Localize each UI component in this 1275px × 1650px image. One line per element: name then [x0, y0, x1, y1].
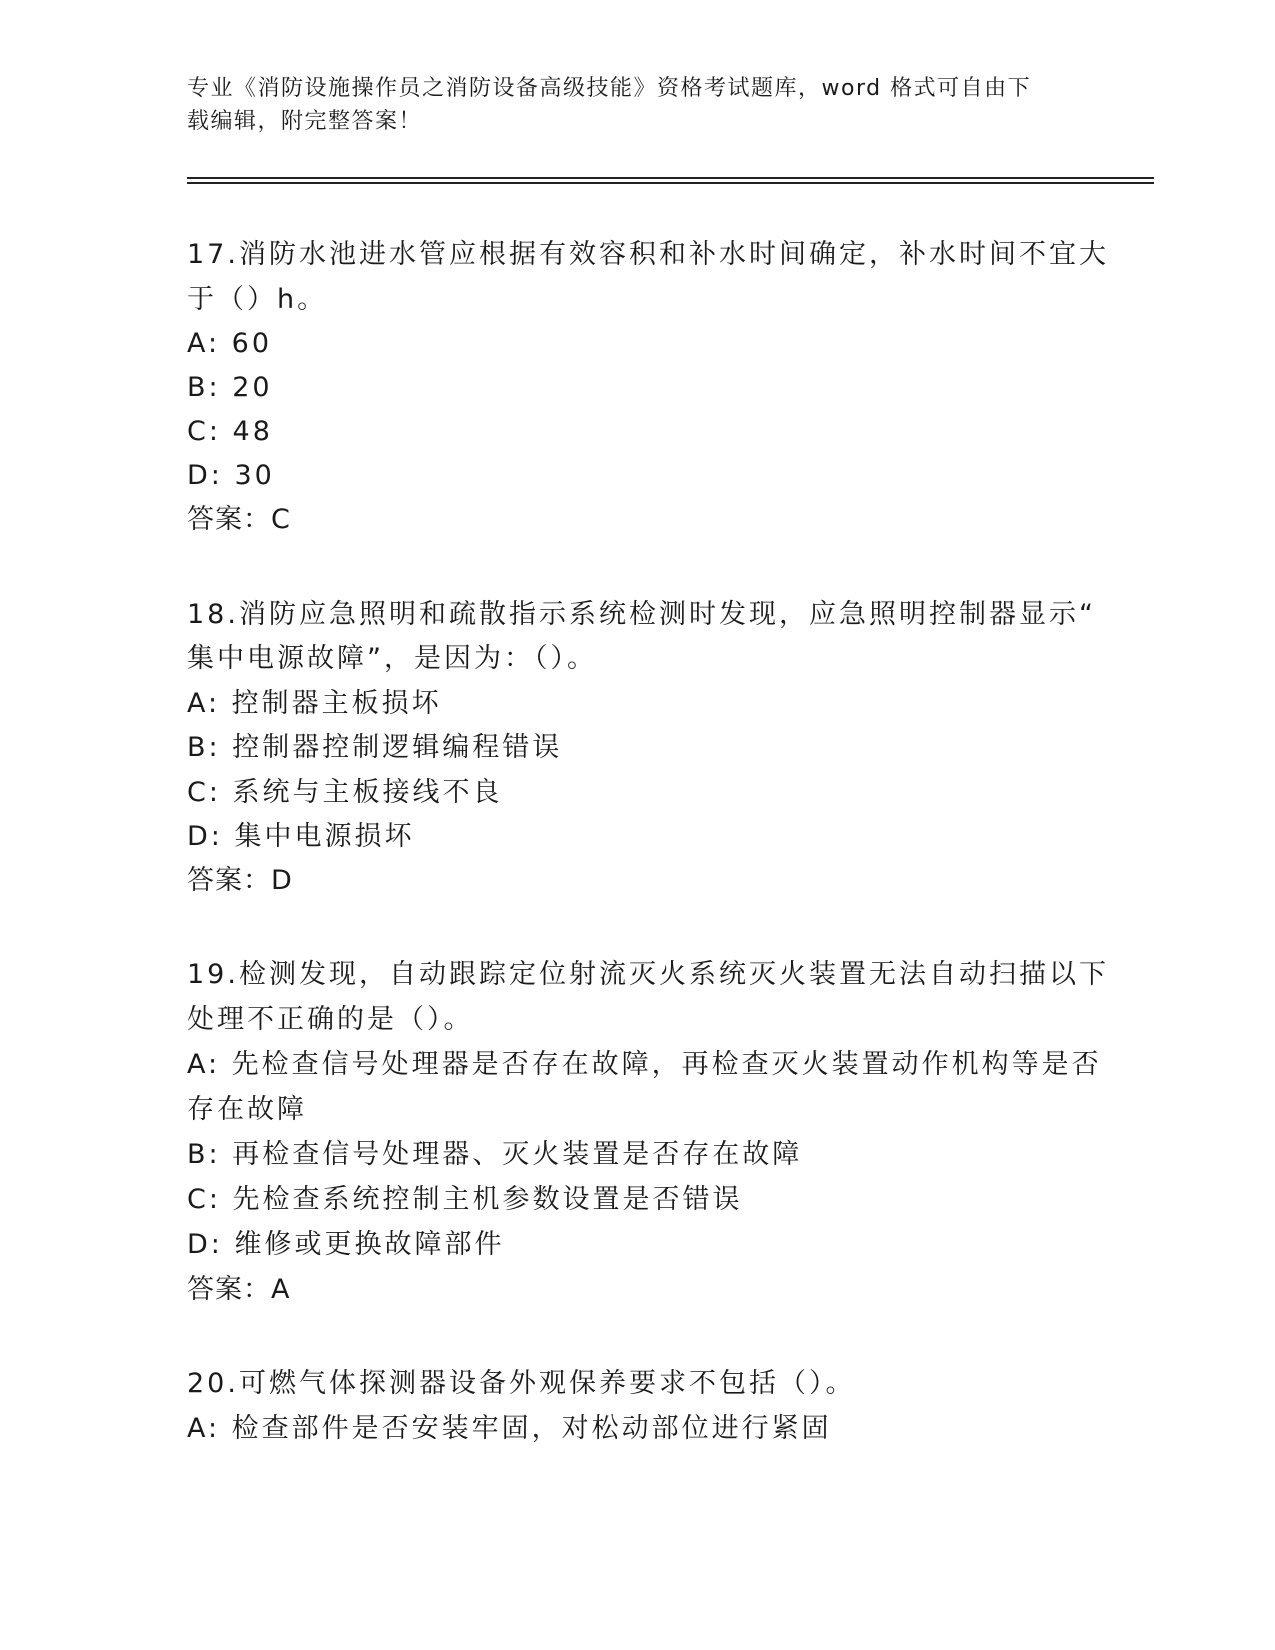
header-divider-bottom — [187, 182, 1154, 184]
option-b: B: 20 — [187, 372, 273, 403]
option-c: C: 48 — [187, 416, 273, 447]
document-header — [187, 72, 1067, 138]
option-b: B: 控制器控制逻辑编程错误 — [187, 732, 563, 763]
answer-label: 答案：A — [187, 1274, 291, 1305]
header-line-1: 专业《消防设施操作员之消防设备高级技能》资格考试题库，word 格式可自由下 — [187, 76, 1032, 101]
option-a: A: 检查部件是否安装牢固，对松动部位进行紧固 — [187, 1413, 832, 1444]
question-stem: 17.消防水池进水管应根据有效容积和补水时间确定，补水时间不宜大 — [187, 239, 1109, 270]
option-a: A: 先检查信号处理器是否存在故障，再检查灭火装置动作机构等是否 — [187, 1049, 1102, 1080]
question-stem: 18.消防应急照明和疏散指示系统检测时发现，应急照明控制器显示“ — [187, 599, 1096, 630]
option-d: D: 30 — [187, 460, 275, 491]
question-stem: 19.检测发现，自动跟踪定位射流灭火系统灭火装置无法自动扫描以下 — [187, 959, 1109, 990]
header-divider-top — [187, 177, 1154, 179]
question-stem: 20.可燃气体探测器设备外观保养要求不包括（）。 — [187, 1368, 856, 1399]
question-stem-cont: 于（）h。 — [187, 284, 328, 315]
option-a-cont: 存在故障 — [187, 1094, 307, 1125]
answer-label: 答案：D — [187, 865, 293, 896]
option-d: D: 集中电源损坏 — [187, 821, 415, 852]
option-a: A: 控制器主板损坏 — [187, 688, 442, 719]
option-d: D: 维修或更换故障部件 — [187, 1229, 505, 1260]
option-c: C: 先检查系统控制主机参数设置是否错误 — [187, 1184, 743, 1215]
question-stem-cont: 集中电源故障”，是因为：（）。 — [187, 643, 597, 674]
option-a: A: 60 — [187, 328, 273, 359]
header-line-2: 载编辑，附完整答案！ — [187, 109, 423, 134]
option-b: B: 再检查信号处理器、灭火装置是否存在故障 — [187, 1139, 803, 1170]
option-c: C: 系统与主板接线不良 — [187, 777, 503, 808]
answer-label: 答案：C — [187, 504, 291, 535]
question-stem-cont: 处理不正确的是（）。 — [187, 1004, 474, 1035]
